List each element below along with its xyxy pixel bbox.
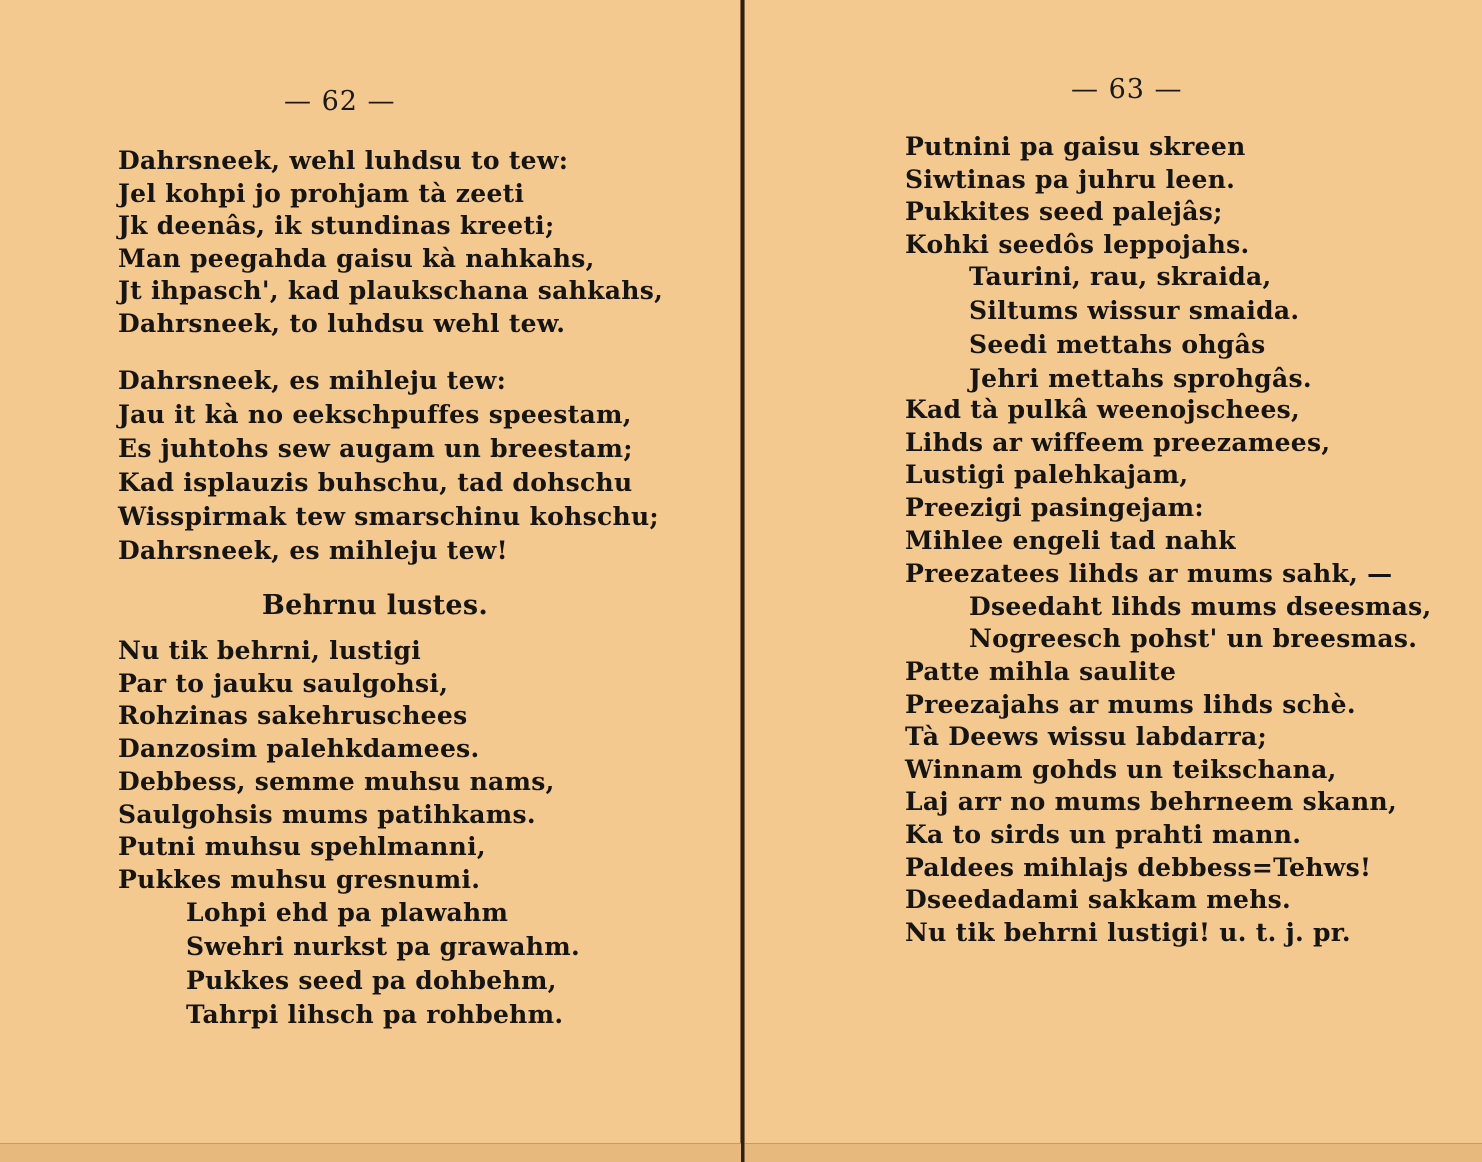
poem-line: Putnini pa gaisu skreen [905, 132, 1246, 161]
poem-line: Putni muhsu spehlmanni, [118, 832, 486, 862]
poem-line: Par to jauku saulgohsi, [118, 668, 449, 698]
poem-line: Siwtinas pa juhru leen. [905, 164, 1236, 194]
poem-line: Lohpi ehd pa plawahm [186, 898, 509, 927]
poem-line: Kad isplauzis buhschu, tad dohschu [118, 468, 633, 497]
poem-line: Jt ihpasch', kad plaukschana sahkahs, [118, 276, 664, 306]
poem-line: Dseedaht lihds mums dseesmas, [969, 592, 1432, 621]
poem-line: Patte mihla saulite [905, 657, 1177, 686]
poem-line: Lustigi palehkajam, [905, 460, 1189, 490]
poem-line: Es juhtohs sew augam un breestam; [118, 434, 633, 463]
poem-line: Ka to sirds un prahti mann. [905, 820, 1302, 849]
poem-line: Pukkites seed palejâs; [905, 197, 1223, 226]
poem-line: Dahrsneek, es mihleju tew: [118, 366, 507, 395]
poem-line: Kad tà pulkâ weenojschees, [905, 395, 1301, 424]
poem-line: Preezatees lihds ar mums sahk, — [905, 558, 1393, 588]
poem-line: Tà Deews wissu labdarra; [905, 722, 1267, 752]
poem-line: Preezajahs ar mums lihds schè. [905, 689, 1356, 719]
poem-line: Winnam gohds un teikschana, [905, 754, 1337, 784]
poem-line: Taurini, rau, skraida, [969, 262, 1272, 291]
poem-line: Jk deenâs, ik stundinas kreeti; [118, 211, 555, 241]
poem-line: Seedi mettahs ohgâs [969, 330, 1266, 359]
poem-line: Preezigi pasingejam: [905, 493, 1204, 523]
poem-line: Mihlee engeli tad nahk [905, 525, 1236, 555]
poem-line: Paldees mihlajs debbess=Tehws! [905, 852, 1372, 882]
poem-line: Saulgohsis mums patihkams. [118, 799, 536, 829]
poem-line: Swehri nurkst pa grawahm. [186, 932, 580, 961]
poem-line: Dseedadami sakkam mehs. [905, 885, 1292, 915]
poem-line: Jehri mettahs sprohgâs. [969, 364, 1312, 393]
poem-line: Nu tik behrni, lustigi [118, 636, 421, 665]
page-number: — 62 — [284, 86, 396, 117]
poem-title: Behrnu lustes. [262, 590, 489, 621]
poem-line: Danzosim palehkdamees. [118, 734, 480, 764]
poem-line: Jau it kà no eekschpuffes speestam, [118, 400, 632, 429]
poem-line: Lihds ar wiffeem preezamees, [905, 427, 1331, 457]
page-bottom-edge [745, 1143, 1482, 1162]
poem-line: Rohzinas sakehruschees [118, 701, 468, 731]
page-bottom-edge [0, 1143, 741, 1162]
poem-line: Nogreesch pohst' un breesmas. [969, 624, 1418, 653]
poem-line: Dahrsneek, wehl luhdsu to tew: [118, 146, 569, 175]
poem-line: Dahrsneek, es mihleju tew! [118, 536, 508, 565]
poem-line: Laj arr no mums behrneem skann, [905, 787, 1398, 817]
poem-line: Wisspirmak tew smarschinu kohschu; [118, 502, 659, 531]
page-number: — 63 — [1071, 74, 1183, 105]
poem-line: Dahrsneek, to luhdsu wehl tew. [118, 309, 566, 338]
poem-line: Kohki seedôs leppojahs. [905, 229, 1250, 259]
poem-line: Jel kohpi jo prohjam tà zeeti [118, 178, 525, 208]
poem-line: Siltums wissur smaida. [969, 296, 1300, 325]
poem-line: Pukkes muhsu gresnumi. [118, 864, 481, 894]
poem-line: Debbess, semme muhsu nams, [118, 766, 555, 796]
right-page [744, 0, 1482, 1162]
poem-line: Man peegahda gaisu kà nahkahs, [118, 243, 595, 273]
poem-line: Pukkes seed pa dohbehm, [186, 966, 557, 995]
poem-line: Tahrpi lihsch pa rohbehm. [186, 1000, 564, 1029]
poem-line: Nu tik behrni lustigi! u. t. j. pr. [905, 917, 1351, 947]
